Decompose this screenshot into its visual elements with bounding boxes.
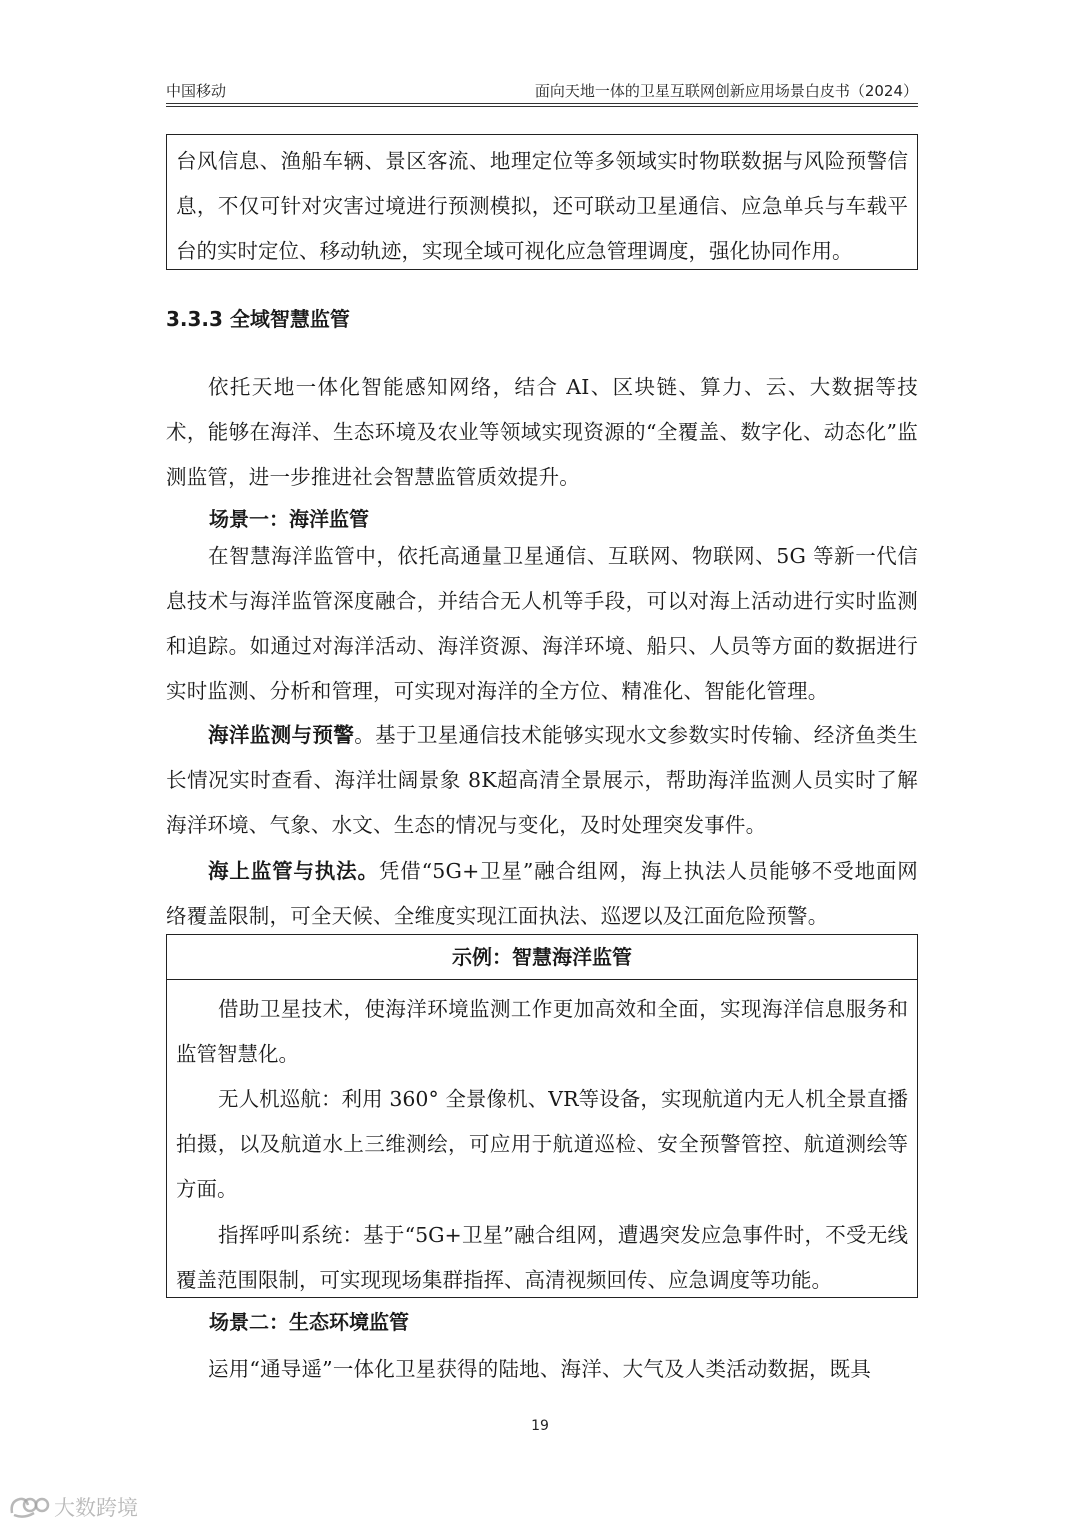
page-header (166, 80, 918, 102)
example-paragraph-1: 借助卫星技术，使海洋环境监测工作更加高效和全面，实现海洋信息服务和监管智慧化。 (176, 997, 908, 1066)
scene1-paragraph: 在智慧海洋监管中，依托高通量卫星通信、互联网、物联网、5G 等新一代信息技术与海洋监管深度融合，并结合无人机等手段，可以对海上活动进行实时监测和追踪。如通过对海洋活动、海洋资源、海洋环境、船只、人员等方面的数据进行实时监测、分析和管理，可实现对海洋的全方位、精准化、智能化管理。 (166, 544, 918, 703)
scene2-paragraph: 运用“通导遥”一体化卫星获得的陆地、海洋、大气及人类活动数据，既具 (208, 1357, 872, 1381)
example-paragraph-2: 无人机巡航：利用 360° 全景像机、VR等设备，实现航道内无人机全景直播拍摄，以及航道水上三维测绘，可应用于航道巡检、安全预警管控、航道测绘等方面。 (176, 1087, 908, 1201)
scene2-title: 场景二：生态环境监管 (209, 1310, 409, 1334)
scene1-title: 场景一：海洋监管 (209, 507, 369, 531)
section-title: 3.3.3 全域智慧监管 (166, 307, 350, 331)
page-number: 19 (531, 1418, 549, 1434)
top-box-text: 台风信息、渔船车辆、景区客流、地理定位等多领域实时物联数据与风险预警信息，不仅可针对灾害过境进行预测模拟，还可联动卫星通信、应急单兵与车载平台的实时定位、移动轨迹，实现全域可视化应急管理调度，强化协同作用。 (176, 149, 908, 263)
example-title: 示例：智慧海洋监管 (166, 934, 918, 980)
watermark (8, 1492, 138, 1522)
item1-title: 海洋监测与预警 (208, 723, 355, 747)
scene1-item2 (166, 849, 918, 939)
item2-text: 凭借“5G+卫星”融合组网，海上执法人员能够不受地面网络覆盖限制，可全天候、全维度实现江面执法、巡逻以及江面危险预警。 (166, 859, 918, 928)
item2-title: 海上监管与执法。 (208, 859, 379, 883)
brand-logo-icon (8, 1493, 50, 1521)
header-doc-title: 面向天地一体的卫星互联网创新应用场景白皮书（2024） (534, 82, 918, 100)
scene1-item1 (166, 713, 918, 848)
header-org: 中国移动 (166, 82, 227, 100)
header-divider (166, 103, 918, 107)
example-paragraph-3: 指挥呼叫系统：基于“5G+卫星”融合组网，遭遇突发应急事件时，不受无线覆盖范围限制，可实现现场集群指挥、高清视频回传、应急调度等功能。 (176, 1223, 908, 1292)
section-intro: 依托天地一体化智能感知网络，结合 AI、区块链、算力、云、大数据等技术，能够在海洋、生态环境及农业等领域实现资源的“全覆盖、数字化、动态化”监测监管，进一步推进社会智慧监管质效提升。 (166, 375, 918, 489)
watermark-text: 大数跨境 (54, 1496, 138, 1520)
item1-text: 。基于卫星通信技术能够实现水文参数实时传输、经济鱼类生长情况实时查看、海洋壮阔景象 8K超高清全景展示，帮助海洋监测人员实时了解海洋环境、气象、水文、生态的情况与变化，及时处理突发事件。 (166, 723, 918, 837)
